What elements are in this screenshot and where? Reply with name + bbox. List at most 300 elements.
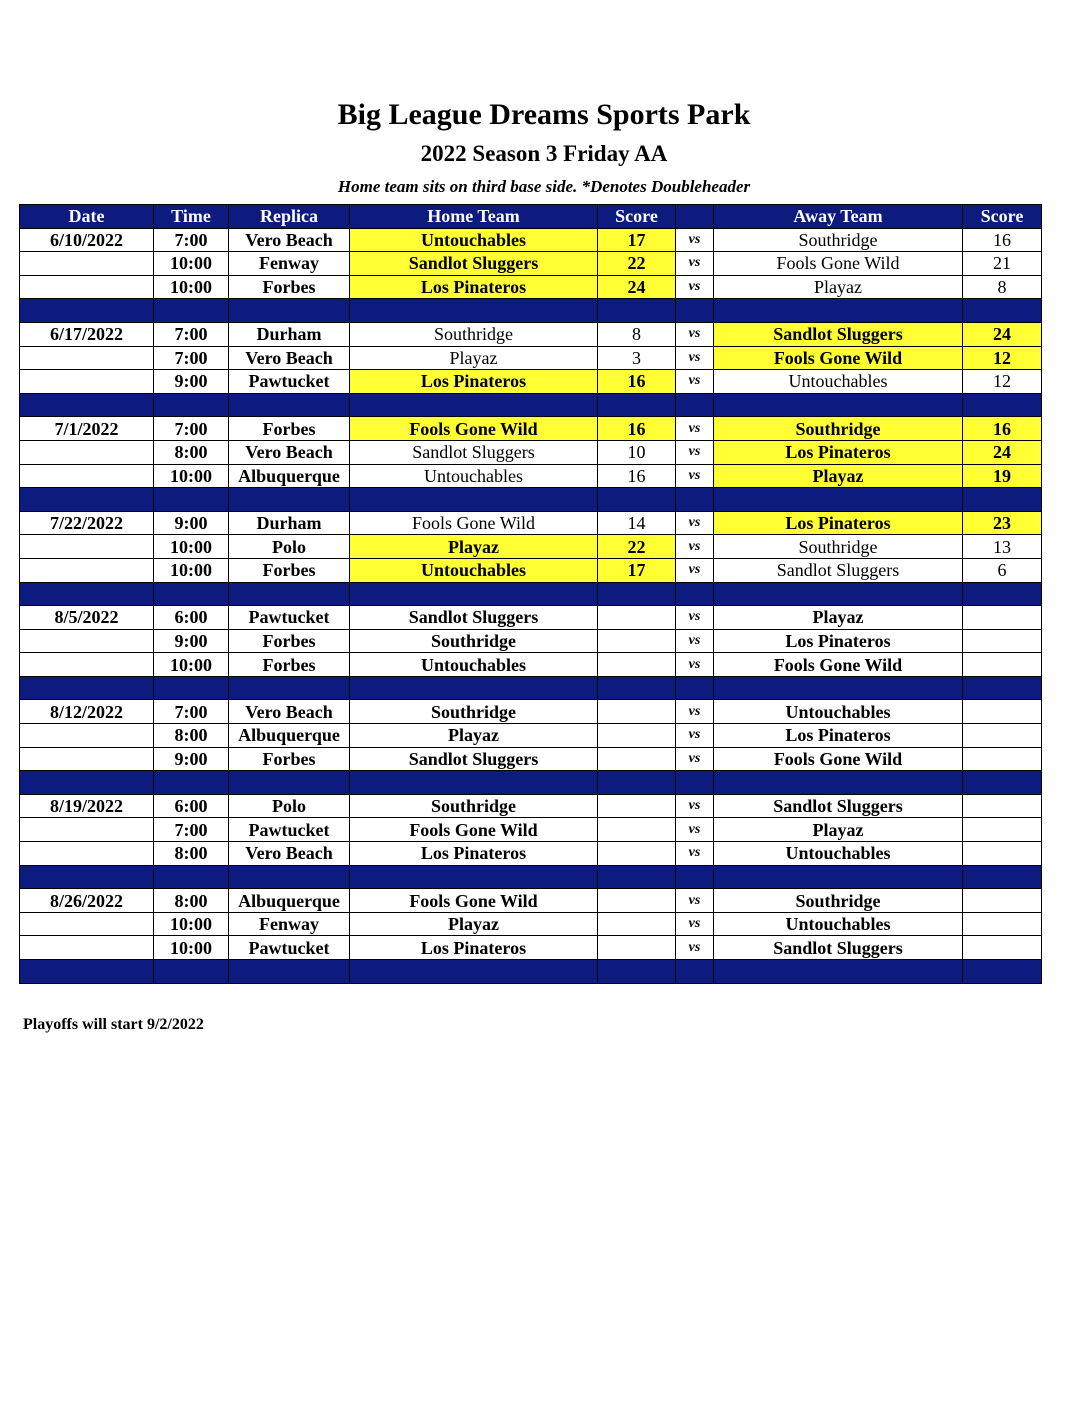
away-score-cell: 19	[963, 464, 1042, 488]
home-score-cell: 16	[598, 370, 676, 394]
replica-cell: Polo	[229, 535, 350, 559]
home-score-cell	[598, 936, 676, 960]
replica-cell: Pawtucket	[229, 606, 350, 630]
separator-cell	[154, 960, 229, 984]
time-cell: 7:00	[154, 417, 229, 441]
away-team-cell: Untouchables	[714, 700, 963, 724]
time-cell: 6:00	[154, 794, 229, 818]
game-row	[20, 252, 1042, 276]
separator-cell	[714, 676, 963, 700]
home-team-cell: Untouchables	[350, 228, 598, 252]
vs-cell: vs	[676, 275, 714, 299]
vs-cell: vs	[676, 629, 714, 653]
home-score-cell	[598, 653, 676, 677]
game-row	[20, 889, 1042, 913]
date-cell	[20, 747, 154, 771]
replica-cell: Vero Beach	[229, 700, 350, 724]
separator-cell	[229, 582, 350, 606]
away-team-cell: Los Pinateros	[714, 629, 963, 653]
time-cell: 9:00	[154, 747, 229, 771]
home-score-cell	[598, 606, 676, 630]
time-cell: 7:00	[154, 322, 229, 346]
season-subtitle: 2022 Season 3 Friday AA	[420, 141, 668, 166]
separator-cell	[963, 771, 1042, 795]
away-team-cell: Los Pinateros	[714, 511, 963, 535]
vs-cell: vs	[676, 322, 714, 346]
date-cell	[20, 252, 154, 276]
vs-cell: vs	[676, 912, 714, 936]
col-home-score-header: Score	[598, 205, 676, 229]
home-team-cell: Untouchables	[350, 464, 598, 488]
date-cell: 8/5/2022	[20, 606, 154, 630]
replica-cell: Fenway	[229, 252, 350, 276]
away-score-cell	[963, 700, 1042, 724]
separator-cell	[963, 865, 1042, 889]
date-cell	[20, 653, 154, 677]
col-away-score-header: Score	[963, 205, 1042, 229]
separator-cell	[154, 676, 229, 700]
time-cell: 10:00	[154, 558, 229, 582]
separator-cell	[963, 299, 1042, 323]
col-replica-header: Replica	[229, 205, 350, 229]
away-team-cell: Sandlot Sluggers	[714, 936, 963, 960]
home-score-cell	[598, 724, 676, 748]
separator-cell	[676, 771, 714, 795]
separator-cell	[676, 676, 714, 700]
date-cell	[20, 558, 154, 582]
vs-cell: vs	[676, 747, 714, 771]
separator-cell	[154, 771, 229, 795]
date-cell	[20, 936, 154, 960]
week-separator-row	[20, 299, 1042, 323]
game-row	[20, 511, 1042, 535]
vs-cell: vs	[676, 346, 714, 370]
date-cell: 8/26/2022	[20, 889, 154, 913]
date-cell	[20, 275, 154, 299]
game-row	[20, 912, 1042, 936]
separator-cell	[963, 676, 1042, 700]
away-score-cell: 6	[963, 558, 1042, 582]
separator-cell	[963, 393, 1042, 417]
replica-cell: Forbes	[229, 558, 350, 582]
vs-cell: vs	[676, 252, 714, 276]
vs-cell: vs	[676, 794, 714, 818]
separator-cell	[229, 299, 350, 323]
time-cell: 10:00	[154, 535, 229, 559]
home-score-cell: 8	[598, 322, 676, 346]
vs-cell: vs	[676, 558, 714, 582]
time-cell: 10:00	[154, 653, 229, 677]
schedule-table	[19, 204, 1042, 984]
schedule-note: Home team sits on third base side. *Denotes Doubleheader	[337, 177, 751, 196]
date-cell	[20, 464, 154, 488]
home-team-cell: Playaz	[350, 346, 598, 370]
game-row	[20, 464, 1042, 488]
separator-cell	[20, 488, 154, 512]
away-score-cell	[963, 842, 1042, 866]
time-cell: 8:00	[154, 724, 229, 748]
home-team-cell: Sandlot Sluggers	[350, 606, 598, 630]
home-team-cell: Southridge	[350, 629, 598, 653]
vs-cell: vs	[676, 535, 714, 559]
vs-cell: vs	[676, 440, 714, 464]
replica-cell: Forbes	[229, 747, 350, 771]
separator-cell	[598, 299, 676, 323]
home-score-cell: 17	[598, 228, 676, 252]
away-score-cell: 13	[963, 535, 1042, 559]
home-team-cell: Fools Gone Wild	[350, 417, 598, 441]
col-date-header: Date	[20, 205, 154, 229]
separator-cell	[350, 393, 598, 417]
date-cell: 8/19/2022	[20, 794, 154, 818]
home-score-cell	[598, 700, 676, 724]
replica-cell: Albuquerque	[229, 464, 350, 488]
time-cell: 10:00	[154, 936, 229, 960]
away-score-cell	[963, 889, 1042, 913]
date-cell	[20, 370, 154, 394]
home-team-cell: Southridge	[350, 794, 598, 818]
vs-cell: vs	[676, 228, 714, 252]
vs-cell: vs	[676, 653, 714, 677]
away-score-cell	[963, 818, 1042, 842]
away-score-cell	[963, 747, 1042, 771]
separator-cell	[676, 299, 714, 323]
away-team-cell: Southridge	[714, 228, 963, 252]
separator-cell	[676, 865, 714, 889]
away-score-cell: 21	[963, 252, 1042, 276]
game-row	[20, 228, 1042, 252]
separator-cell	[350, 488, 598, 512]
time-cell: 10:00	[154, 252, 229, 276]
away-score-cell	[963, 912, 1042, 936]
vs-cell: vs	[676, 936, 714, 960]
away-team-cell: Fools Gone Wild	[714, 747, 963, 771]
home-score-cell	[598, 747, 676, 771]
separator-cell	[598, 676, 676, 700]
home-team-cell: Los Pinateros	[350, 842, 598, 866]
separator-cell	[20, 393, 154, 417]
away-team-cell: Los Pinateros	[714, 724, 963, 748]
time-cell: 9:00	[154, 629, 229, 653]
game-row	[20, 842, 1042, 866]
date-cell: 6/10/2022	[20, 228, 154, 252]
separator-cell	[676, 488, 714, 512]
separator-cell	[350, 960, 598, 984]
separator-cell	[20, 865, 154, 889]
home-score-cell	[598, 912, 676, 936]
away-score-cell: 24	[963, 440, 1042, 464]
separator-cell	[676, 393, 714, 417]
home-score-cell: 14	[598, 511, 676, 535]
replica-cell: Forbes	[229, 417, 350, 441]
separator-cell	[350, 865, 598, 889]
date-cell	[20, 912, 154, 936]
home-score-cell: 22	[598, 252, 676, 276]
home-team-cell: Playaz	[350, 535, 598, 559]
home-team-cell: Untouchables	[350, 653, 598, 677]
date-cell	[20, 724, 154, 748]
game-row	[20, 629, 1042, 653]
home-score-cell: 22	[598, 535, 676, 559]
date-cell	[20, 629, 154, 653]
home-team-cell: Los Pinateros	[350, 370, 598, 394]
week-separator-row	[20, 960, 1042, 984]
game-row	[20, 724, 1042, 748]
time-cell: 6:00	[154, 606, 229, 630]
col-time-header: Time	[154, 205, 229, 229]
date-cell	[20, 346, 154, 370]
separator-cell	[20, 582, 154, 606]
away-team-cell: Playaz	[714, 275, 963, 299]
home-team-cell: Los Pinateros	[350, 275, 598, 299]
replica-cell: Durham	[229, 511, 350, 535]
replica-cell: Durham	[229, 322, 350, 346]
away-score-cell: 12	[963, 370, 1042, 394]
home-team-cell: Southridge	[350, 700, 598, 724]
away-team-cell: Sandlot Sluggers	[714, 794, 963, 818]
game-row	[20, 700, 1042, 724]
replica-cell: Forbes	[229, 275, 350, 299]
away-score-cell: 24	[963, 322, 1042, 346]
away-score-cell	[963, 936, 1042, 960]
vs-cell: vs	[676, 700, 714, 724]
time-cell: 7:00	[154, 818, 229, 842]
home-score-cell: 3	[598, 346, 676, 370]
separator-cell	[598, 488, 676, 512]
away-team-cell: Untouchables	[714, 912, 963, 936]
home-team-cell: Fools Gone Wild	[350, 889, 598, 913]
date-cell	[20, 535, 154, 559]
away-team-cell: Southridge	[714, 535, 963, 559]
home-score-cell	[598, 889, 676, 913]
game-row	[20, 653, 1042, 677]
game-row	[20, 370, 1042, 394]
separator-cell	[229, 960, 350, 984]
time-cell: 8:00	[154, 842, 229, 866]
game-row	[20, 747, 1042, 771]
home-score-cell: 16	[598, 464, 676, 488]
time-cell: 9:00	[154, 370, 229, 394]
separator-cell	[714, 299, 963, 323]
replica-cell: Vero Beach	[229, 228, 350, 252]
away-score-cell: 16	[963, 417, 1042, 441]
replica-cell: Pawtucket	[229, 818, 350, 842]
away-score-cell	[963, 606, 1042, 630]
away-score-cell: 16	[963, 228, 1042, 252]
separator-cell	[714, 393, 963, 417]
separator-cell	[676, 960, 714, 984]
replica-cell: Vero Beach	[229, 440, 350, 464]
game-row	[20, 275, 1042, 299]
home-team-cell: Sandlot Sluggers	[350, 252, 598, 276]
home-score-cell: 24	[598, 275, 676, 299]
home-team-cell: Fools Gone Wild	[350, 818, 598, 842]
page-title: Big League Dreams Sports Park	[337, 98, 751, 131]
home-score-cell: 17	[598, 558, 676, 582]
home-score-cell	[598, 794, 676, 818]
replica-cell: Vero Beach	[229, 346, 350, 370]
separator-cell	[350, 771, 598, 795]
separator-cell	[714, 960, 963, 984]
separator-cell	[154, 393, 229, 417]
game-row	[20, 794, 1042, 818]
away-team-cell: Sandlot Sluggers	[714, 322, 963, 346]
replica-cell: Forbes	[229, 629, 350, 653]
away-score-cell	[963, 629, 1042, 653]
date-cell: 7/22/2022	[20, 511, 154, 535]
home-team-cell: Untouchables	[350, 558, 598, 582]
away-score-cell: 23	[963, 511, 1042, 535]
separator-cell	[714, 865, 963, 889]
game-row	[20, 818, 1042, 842]
replica-cell: Fenway	[229, 912, 350, 936]
vs-cell: vs	[676, 842, 714, 866]
separator-cell	[350, 676, 598, 700]
home-score-cell: 10	[598, 440, 676, 464]
week-separator-row	[20, 582, 1042, 606]
separator-cell	[598, 771, 676, 795]
separator-cell	[20, 771, 154, 795]
home-score-cell	[598, 818, 676, 842]
separator-cell	[20, 299, 154, 323]
replica-cell: Forbes	[229, 653, 350, 677]
away-team-cell: Los Pinateros	[714, 440, 963, 464]
week-separator-row	[20, 488, 1042, 512]
away-team-cell: Fools Gone Wild	[714, 252, 963, 276]
away-team-cell: Playaz	[714, 606, 963, 630]
game-row	[20, 346, 1042, 370]
replica-cell: Vero Beach	[229, 842, 350, 866]
time-cell: 9:00	[154, 511, 229, 535]
replica-cell: Polo	[229, 794, 350, 818]
separator-cell	[20, 676, 154, 700]
playoffs-note: Playoffs will start 9/2/2022	[23, 1016, 204, 1033]
time-cell: 7:00	[154, 700, 229, 724]
away-score-cell	[963, 724, 1042, 748]
week-separator-row	[20, 865, 1042, 889]
game-row	[20, 936, 1042, 960]
separator-cell	[714, 582, 963, 606]
home-score-cell	[598, 629, 676, 653]
col-vs-header	[676, 205, 714, 229]
home-team-cell: Playaz	[350, 912, 598, 936]
date-cell	[20, 842, 154, 866]
date-cell	[20, 440, 154, 464]
separator-cell	[229, 393, 350, 417]
game-row	[20, 322, 1042, 346]
away-score-cell	[963, 794, 1042, 818]
game-row	[20, 606, 1042, 630]
date-cell	[20, 818, 154, 842]
separator-cell	[154, 488, 229, 512]
away-team-cell: Fools Gone Wild	[714, 346, 963, 370]
date-cell: 7/1/2022	[20, 417, 154, 441]
time-cell: 10:00	[154, 464, 229, 488]
separator-cell	[676, 582, 714, 606]
separator-cell	[598, 960, 676, 984]
week-separator-row	[20, 393, 1042, 417]
separator-cell	[963, 488, 1042, 512]
separator-cell	[229, 865, 350, 889]
separator-cell	[154, 582, 229, 606]
separator-cell	[350, 299, 598, 323]
separator-cell	[154, 299, 229, 323]
time-cell: 8:00	[154, 440, 229, 464]
away-team-cell: Sandlot Sluggers	[714, 558, 963, 582]
away-team-cell: Untouchables	[714, 370, 963, 394]
separator-cell	[350, 582, 598, 606]
away-team-cell: Playaz	[714, 464, 963, 488]
col-away-team-header: Away Team	[714, 205, 963, 229]
date-cell: 8/12/2022	[20, 700, 154, 724]
time-cell: 10:00	[154, 912, 229, 936]
vs-cell: vs	[676, 606, 714, 630]
vs-cell: vs	[676, 889, 714, 913]
separator-cell	[714, 771, 963, 795]
game-row	[20, 417, 1042, 441]
game-row	[20, 440, 1042, 464]
home-team-cell: Los Pinateros	[350, 936, 598, 960]
game-row	[20, 535, 1042, 559]
separator-cell	[154, 865, 229, 889]
vs-cell: vs	[676, 370, 714, 394]
replica-cell: Albuquerque	[229, 724, 350, 748]
away-team-cell: Playaz	[714, 818, 963, 842]
away-score-cell	[963, 653, 1042, 677]
replica-cell: Pawtucket	[229, 370, 350, 394]
home-team-cell: Sandlot Sluggers	[350, 440, 598, 464]
away-team-cell: Fools Gone Wild	[714, 653, 963, 677]
home-team-cell: Sandlot Sluggers	[350, 747, 598, 771]
home-team-cell: Southridge	[350, 322, 598, 346]
vs-cell: vs	[676, 511, 714, 535]
col-home-team-header: Home Team	[350, 205, 598, 229]
away-team-cell: Southridge	[714, 417, 963, 441]
vs-cell: vs	[676, 417, 714, 441]
home-score-cell: 16	[598, 417, 676, 441]
separator-cell	[963, 960, 1042, 984]
away-team-cell: Southridge	[714, 889, 963, 913]
separator-cell	[229, 488, 350, 512]
away-score-cell: 12	[963, 346, 1042, 370]
replica-cell: Albuquerque	[229, 889, 350, 913]
time-cell: 10:00	[154, 275, 229, 299]
separator-cell	[229, 771, 350, 795]
time-cell: 8:00	[154, 889, 229, 913]
replica-cell: Pawtucket	[229, 936, 350, 960]
separator-cell	[229, 676, 350, 700]
week-separator-row	[20, 676, 1042, 700]
date-cell: 6/17/2022	[20, 322, 154, 346]
separator-cell	[20, 960, 154, 984]
separator-cell	[963, 582, 1042, 606]
time-cell: 7:00	[154, 346, 229, 370]
game-row	[20, 558, 1042, 582]
separator-cell	[598, 393, 676, 417]
vs-cell: vs	[676, 724, 714, 748]
home-team-cell: Playaz	[350, 724, 598, 748]
separator-cell	[598, 582, 676, 606]
header-row	[20, 205, 1042, 229]
vs-cell: vs	[676, 464, 714, 488]
vs-cell: vs	[676, 818, 714, 842]
home-team-cell: Fools Gone Wild	[350, 511, 598, 535]
time-cell: 7:00	[154, 228, 229, 252]
away-team-cell: Untouchables	[714, 842, 963, 866]
separator-cell	[714, 488, 963, 512]
home-score-cell	[598, 842, 676, 866]
separator-cell	[598, 865, 676, 889]
